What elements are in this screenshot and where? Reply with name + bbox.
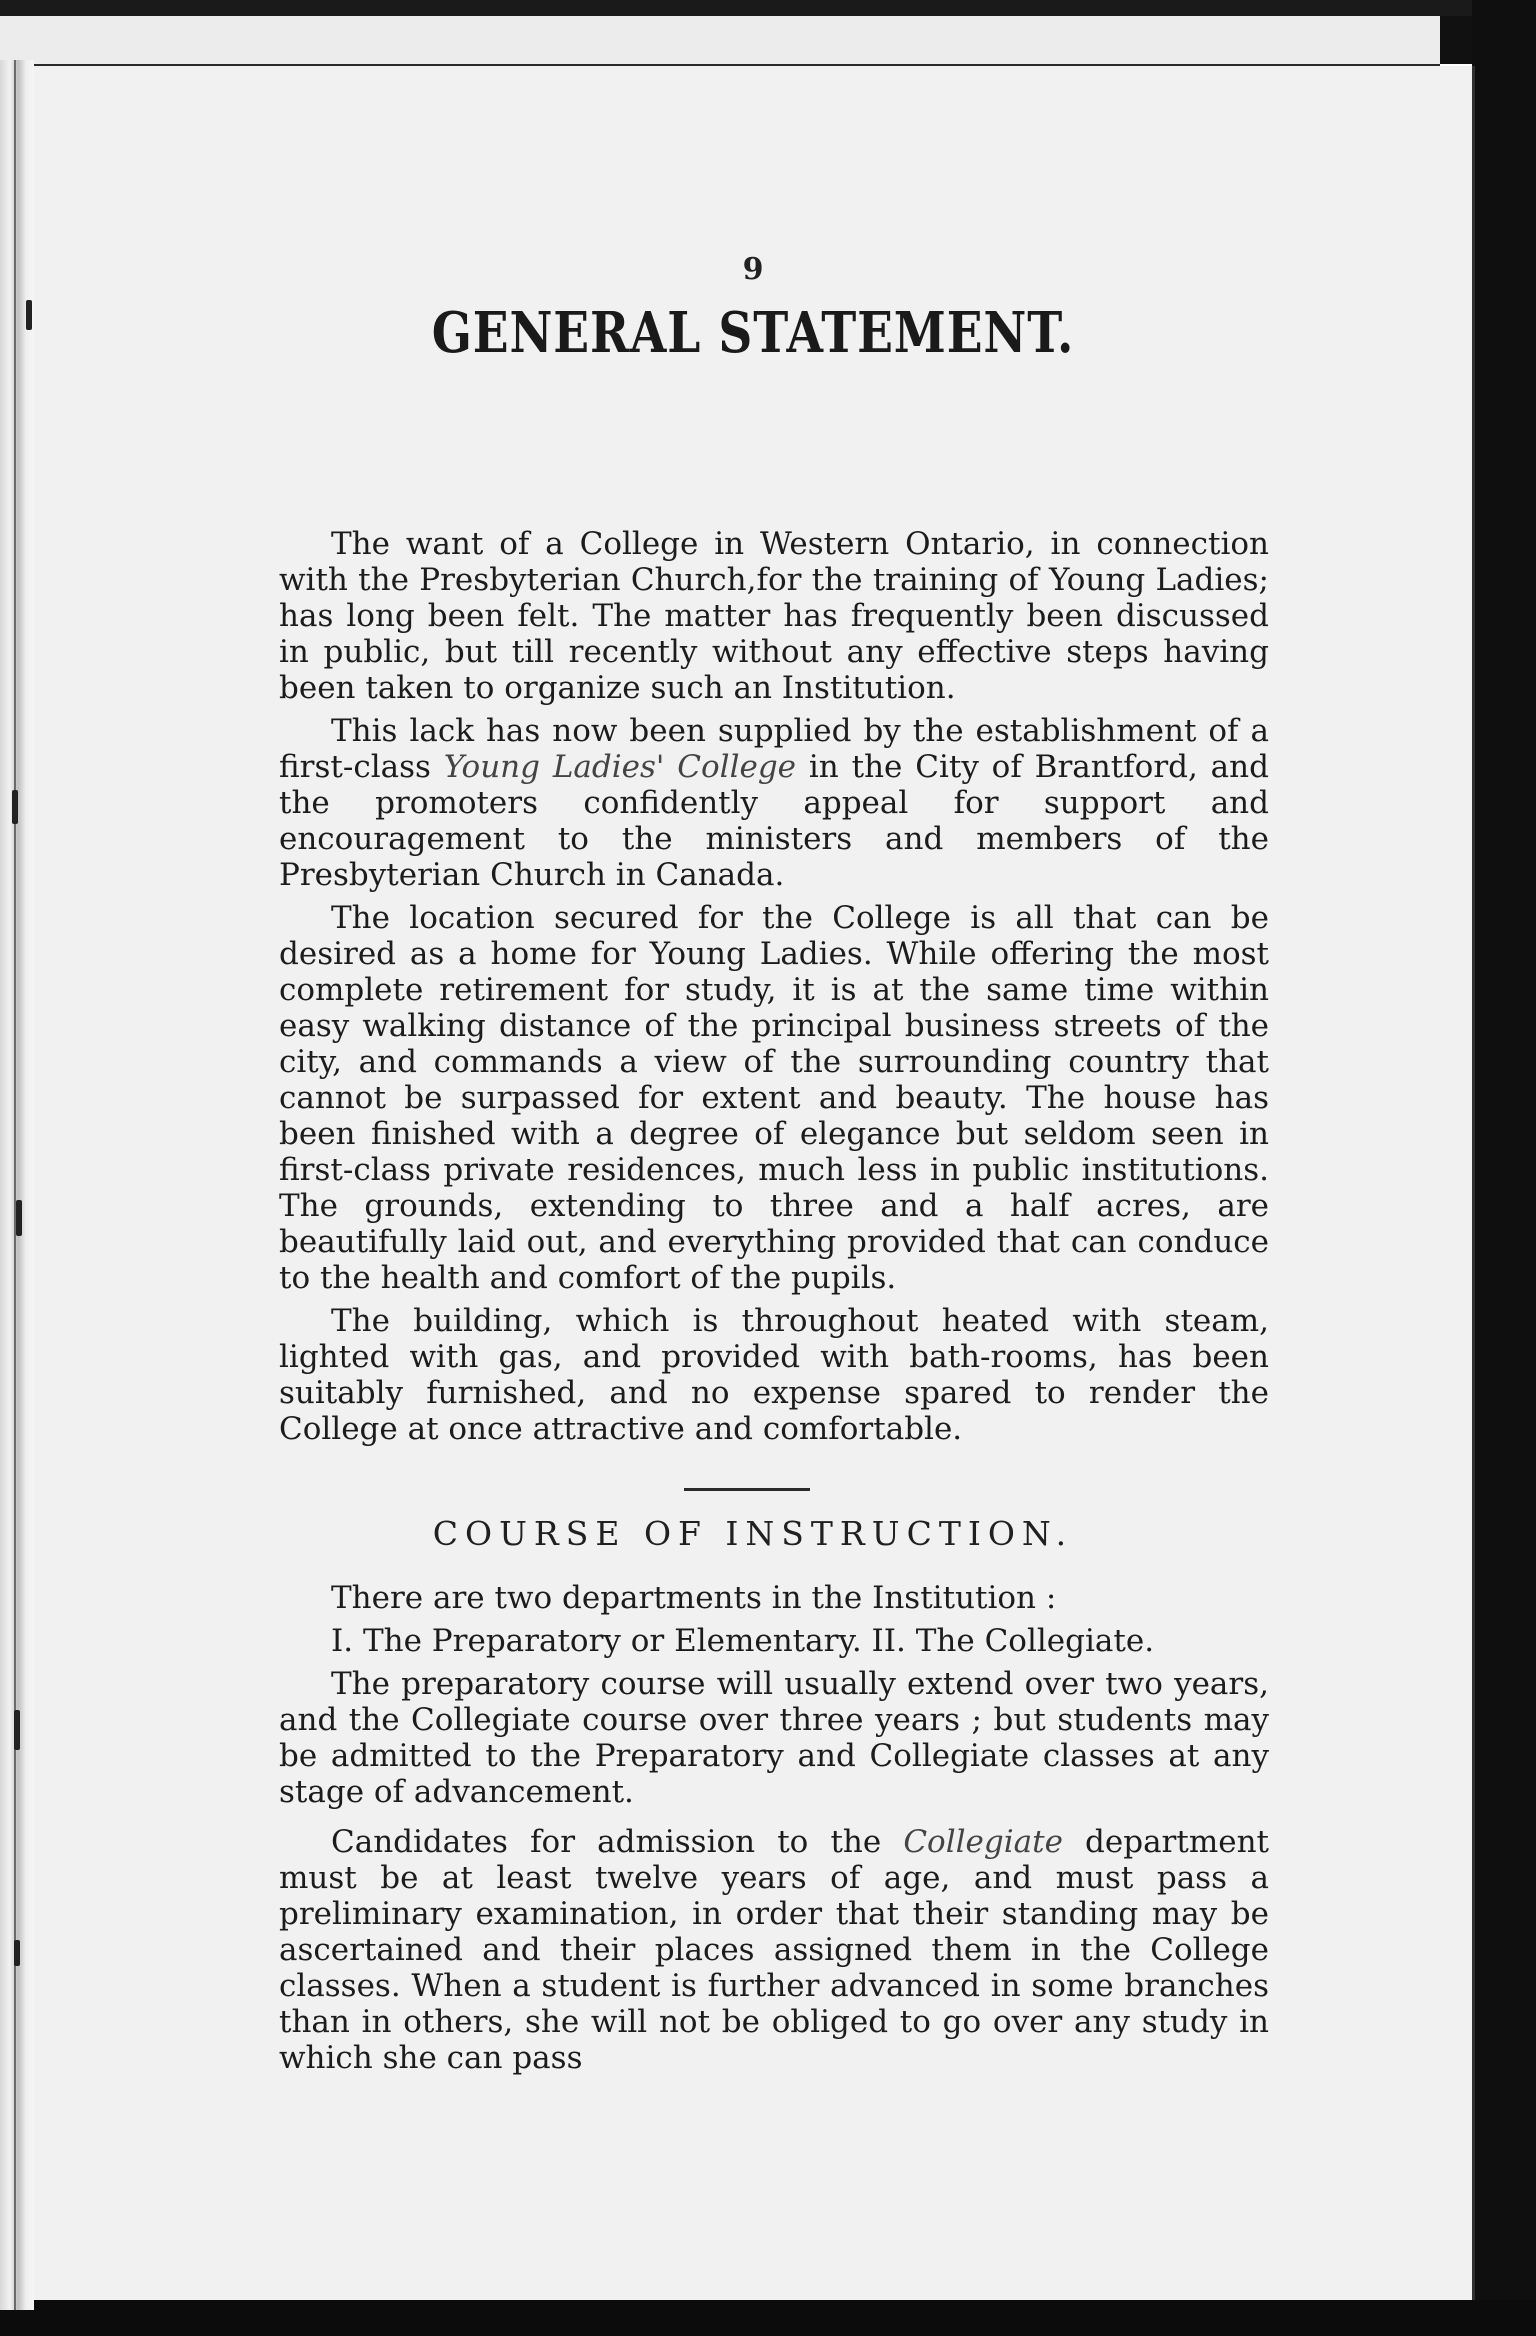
document-page: [34, 66, 1475, 2300]
binding-fold-line: [14, 60, 16, 2310]
scan-corner-edge: [1440, 16, 1472, 64]
paragraph: The location secured for the College is all that can be desired as a home for Young Ladies. While offering the most complete retirement for study, it is at the same time within easy walking distance of the principal business streets of the city, and commands a view of the surrounding country that cannot be surpassed for extent and beauty. The house has been finished with a degree of elegance but seldom seen in first-class private residences, much less in public institutions. The grounds, extending to three and a half acres, are beautifully laid out, and everything provided that can conduce to the health and comfort of the pupils.: [279, 900, 1269, 1296]
binding-stitch: [26, 300, 32, 330]
scan-right-edge: [1472, 0, 1536, 2336]
previous-page-edge: [0, 16, 1440, 67]
college-name: Young Ladies' College: [443, 749, 797, 785]
course-of-instruction-section: [279, 1580, 1269, 2083]
page-binding: [0, 60, 34, 2310]
section-heading: COURSE OF INSTRUCTION.: [432, 1514, 1074, 1553]
binding-stitch: [16, 1200, 22, 1236]
section-divider: [684, 1488, 810, 1491]
page-title: GENERAL STATEMENT.: [431, 300, 1075, 366]
paragraph: Candidates for admission to the Collegiate department must be at least twelve years of age, and must pass a preliminary examination, in order that their standing may be ascertained and their places assigned them in the College classes. When a student is further advanced in some branches than in others, she will not be obliged to go over any study in which she can pass: [279, 1824, 1269, 2076]
departments-intro: There are two departments in the Institution :: [331, 1580, 1057, 1616]
page-number: 9: [742, 252, 764, 287]
paragraph: The want of a College in Western Ontario, in connection with the Presbyterian Church,for the training of Young Ladies; has long been felt. The matter has frequently been discussed in public, but till recently without any effective steps having been taken to organize such an Institution.: [279, 526, 1269, 706]
binding-stitch: [14, 1710, 20, 1750]
general-statement-section: [279, 526, 1269, 1454]
paragraph: The preparatory course will usually extend over two years, and the Collegiate course over three years ; but students may be admitted to the Preparatory and Collegiate classes at any stage of advancement.: [279, 1666, 1269, 1810]
paragraph: This lack has now been supplied by the establishment of a first-class Young Ladies' College in the City of Brantford, and the promoters confidently appeal for support and encouragement to the ministers and members of the Presbyterian Church in Canada.: [279, 713, 1269, 893]
binding-stitch: [14, 1940, 20, 1966]
paragraph: The building, which is throughout heated with steam, lighted with gas, and provided with bath-rooms, has been suitably furnished, and no expense spared to render the College at once attractive and comfortable.: [279, 1303, 1269, 1447]
scan-top-edge: [0, 0, 1536, 16]
binding-stitch: [12, 790, 18, 824]
departments-list: I. The Preparatory or Elementary. II. The Collegiate.: [331, 1623, 1155, 1659]
scan-bottom-edge: [0, 2300, 1536, 2336]
